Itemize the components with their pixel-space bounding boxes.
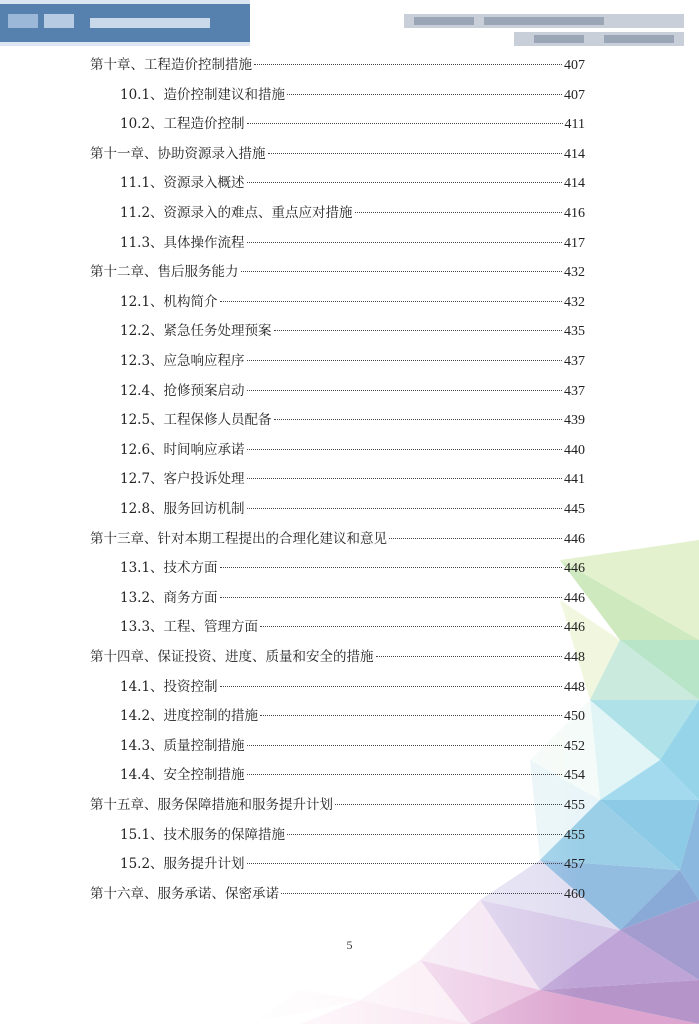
toc-entry-page-number: 432 bbox=[564, 265, 585, 281]
toc-entry-page-number: 407 bbox=[564, 87, 585, 103]
toc-section-entry[interactable] bbox=[120, 849, 585, 879]
toc-section-entry[interactable] bbox=[120, 612, 585, 642]
toc-section-entry[interactable] bbox=[120, 672, 585, 702]
toc-entry-page-number: 407 bbox=[564, 58, 585, 73]
toc-section-entry[interactable] bbox=[120, 820, 585, 850]
toc-dot-leader bbox=[247, 242, 562, 243]
toc-entry-title: 第十一章、协助资源录入措施 bbox=[90, 145, 266, 162]
toc-entry-title: 12.5、工程保修人员配备 bbox=[120, 412, 272, 429]
toc-dot-leader bbox=[254, 64, 562, 65]
toc-section-entry[interactable] bbox=[120, 198, 585, 228]
toc-entry-page-number: 437 bbox=[564, 354, 585, 369]
toc-dot-leader bbox=[247, 863, 562, 864]
toc-dot-leader bbox=[260, 626, 562, 627]
toc-dot-leader bbox=[355, 212, 562, 213]
toc-chapter-entry[interactable] bbox=[90, 642, 585, 672]
toc-entry-page-number: 445 bbox=[564, 502, 585, 517]
toc-entry-page-number: 460 bbox=[564, 886, 585, 902]
toc-section-entry[interactable] bbox=[120, 494, 585, 524]
toc-entry-title: 第十四章、保证投资、进度、质量和安全的措施 bbox=[90, 649, 374, 665]
toc-dot-leader bbox=[335, 804, 562, 805]
toc-dot-leader bbox=[260, 715, 562, 716]
toc-entry-page-number: 440 bbox=[564, 442, 585, 458]
toc-chapter-entry[interactable] bbox=[90, 139, 585, 169]
toc-dot-leader bbox=[274, 419, 562, 420]
toc-section-entry[interactable] bbox=[120, 109, 585, 139]
toc-entry-title: 15.2、服务提升计划 bbox=[120, 856, 245, 873]
header-logo-banner bbox=[0, 0, 250, 46]
toc-section-entry[interactable] bbox=[120, 228, 585, 258]
toc-dot-leader bbox=[281, 893, 562, 894]
toc-dot-leader bbox=[220, 567, 562, 568]
toc-section-entry[interactable] bbox=[120, 287, 585, 317]
toc-chapter-entry[interactable] bbox=[90, 524, 585, 554]
toc-entry-page-number: 435 bbox=[564, 324, 585, 340]
toc-section-entry[interactable] bbox=[120, 701, 585, 731]
toc-section-entry[interactable] bbox=[120, 583, 585, 613]
toc-entry-title: 11.1、资源录入概述 bbox=[120, 175, 245, 192]
toc-dot-leader bbox=[247, 745, 562, 746]
toc-entry-page-number: 457 bbox=[564, 857, 585, 873]
toc-section-entry[interactable] bbox=[120, 553, 585, 583]
toc-entry-title: 12.6、时间响应承诺 bbox=[120, 441, 245, 458]
toc-entry-title: 12.1、机构简介 bbox=[120, 293, 218, 310]
toc-dot-leader bbox=[287, 834, 562, 835]
toc-entry-page-number: 448 bbox=[564, 650, 585, 665]
toc-entry-title: 10.1、造价控制建议和措施 bbox=[120, 86, 286, 103]
toc-section-entry[interactable] bbox=[120, 346, 585, 376]
toc-entry-title: 第十六章、服务承诺、保密承诺 bbox=[90, 885, 279, 902]
toc-entry-title: 12.3、应急响应程序 bbox=[120, 353, 245, 369]
toc-entry-page-number: 416 bbox=[564, 206, 585, 221]
toc-section-entry[interactable] bbox=[120, 760, 585, 790]
toc-entry-page-number: 454 bbox=[564, 768, 585, 784]
toc-entry-title: 10.2、工程造价控制 bbox=[120, 116, 245, 133]
toc-dot-leader bbox=[247, 390, 562, 391]
toc-entry-page-number: 448 bbox=[564, 679, 585, 695]
toc-entry-title: 13.3、工程、管理方面 bbox=[120, 619, 259, 636]
toc-entry-title: 15.1、技术服务的保障措施 bbox=[120, 826, 286, 843]
toc-entry-title: 第十三章、针对本期工程提出的合理化建议和意见 bbox=[90, 530, 387, 547]
toc-dot-leader bbox=[220, 597, 562, 598]
toc-entry-title: 11.2、资源录入的难点、重点应对措施 bbox=[120, 205, 353, 221]
toc-dot-leader bbox=[389, 538, 562, 539]
toc-entry-title: 14.4、安全控制措施 bbox=[120, 767, 245, 784]
toc-entry-title: 第十章、工程造价控制措施 bbox=[90, 57, 252, 73]
toc-section-entry[interactable] bbox=[120, 80, 585, 110]
toc-dot-leader bbox=[241, 271, 563, 272]
toc-entry-page-number: 452 bbox=[564, 738, 585, 754]
toc-entry-title: 14.2、进度控制的措施 bbox=[120, 708, 259, 725]
toc-entry-page-number: 446 bbox=[564, 620, 585, 636]
toc-entry-page-number: 455 bbox=[564, 798, 585, 813]
toc-entry-page-number: 414 bbox=[564, 176, 585, 192]
toc-entry-title: 14.1、投资控制 bbox=[120, 678, 218, 695]
toc-entry-title: 第十二章、售后服务能力 bbox=[90, 264, 239, 281]
toc-entry-title: 13.1、技术方面 bbox=[120, 560, 218, 577]
toc-entry-page-number: 450 bbox=[564, 709, 585, 725]
toc-section-entry[interactable] bbox=[120, 435, 585, 465]
toc-entry-page-number: 414 bbox=[564, 146, 585, 162]
page-number: 5 bbox=[346, 938, 353, 952]
toc-entry-page-number: 439 bbox=[564, 413, 585, 429]
toc-dot-leader bbox=[247, 360, 562, 361]
toc-dot-leader bbox=[247, 182, 562, 183]
toc-entry-page-number: 437 bbox=[564, 383, 585, 399]
toc-dot-leader bbox=[247, 508, 562, 509]
toc-entry-page-number: 446 bbox=[564, 531, 585, 547]
toc-entry-page-number: 446 bbox=[564, 561, 585, 577]
toc-entry-title: 第十五章、服务保障措施和服务提升计划 bbox=[90, 797, 333, 813]
header-project-title bbox=[404, 14, 684, 50]
toc-entry-title: 11.3、具体操作流程 bbox=[120, 234, 245, 251]
toc-chapter-entry[interactable] bbox=[90, 879, 585, 909]
toc-dot-leader bbox=[287, 94, 562, 95]
toc-dot-leader bbox=[274, 330, 562, 331]
toc-entry-title: 13.2、商务方面 bbox=[120, 589, 218, 606]
toc-section-entry[interactable] bbox=[120, 405, 585, 435]
toc-entry-title: 12.7、客户投诉处理 bbox=[120, 471, 245, 488]
toc-entry-page-number: 446 bbox=[564, 590, 585, 606]
toc-entry-title: 12.4、抢修预案启动 bbox=[120, 382, 245, 399]
toc-dot-leader bbox=[247, 478, 562, 479]
toc-section-entry[interactable] bbox=[120, 316, 585, 346]
toc-entry-title: 12.2、紧急任务处理预案 bbox=[120, 323, 272, 340]
toc-chapter-entry[interactable] bbox=[90, 790, 585, 820]
toc-entry-page-number: 411 bbox=[564, 117, 585, 133]
toc-dot-leader bbox=[376, 656, 563, 657]
toc-dot-leader bbox=[220, 686, 562, 687]
toc-section-entry[interactable] bbox=[120, 464, 585, 494]
toc-dot-leader bbox=[220, 301, 562, 302]
toc-entry-title: 14.3、质量控制措施 bbox=[120, 737, 245, 754]
toc-entry-title: 12.8、服务回访机制 bbox=[120, 501, 245, 517]
toc-dot-leader bbox=[247, 449, 562, 450]
toc-dot-leader bbox=[268, 153, 563, 154]
toc-entry-page-number: 417 bbox=[564, 235, 585, 251]
toc-section-entry[interactable] bbox=[120, 376, 585, 406]
toc-section-entry[interactable] bbox=[120, 168, 585, 198]
toc-chapter-entry[interactable] bbox=[90, 257, 585, 287]
toc-chapter-entry[interactable] bbox=[90, 50, 585, 80]
toc-entry-page-number: 432 bbox=[564, 294, 585, 310]
toc-dot-leader bbox=[247, 123, 563, 124]
toc-dot-leader bbox=[247, 774, 562, 775]
toc-entry-page-number: 441 bbox=[564, 472, 585, 488]
toc-entry-page-number: 455 bbox=[564, 827, 585, 843]
toc-section-entry[interactable] bbox=[120, 731, 585, 761]
